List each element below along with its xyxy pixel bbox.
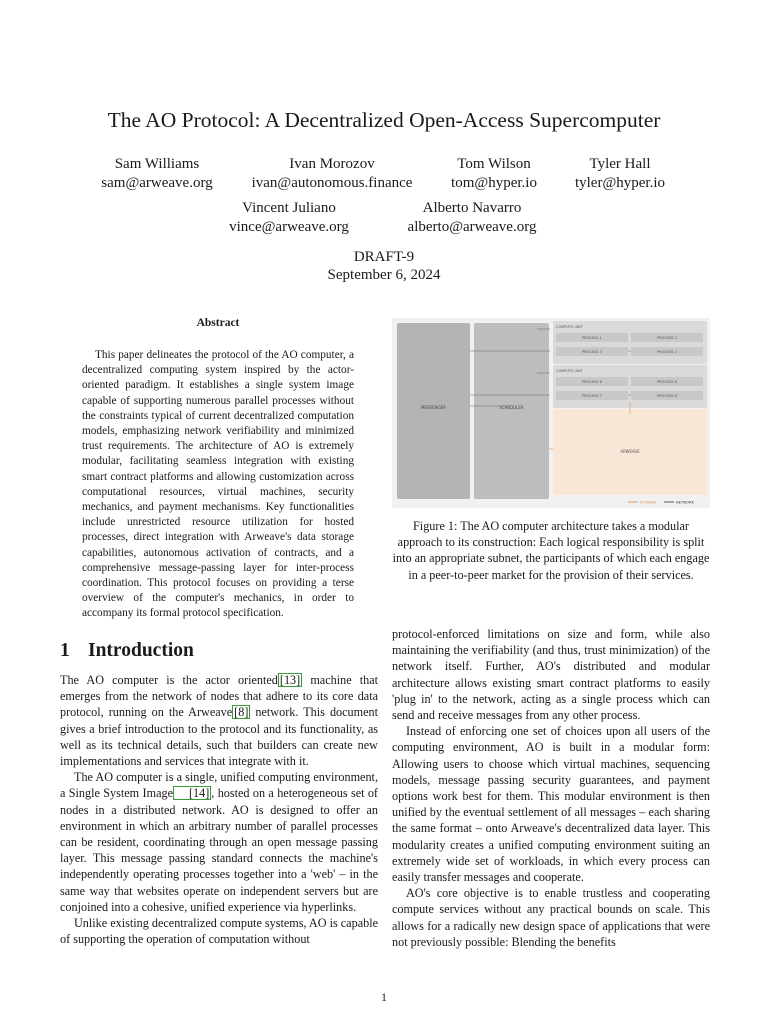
citation-number: 13 bbox=[283, 673, 297, 687]
compute-unit-1-label: COMPUTE UNIT bbox=[556, 325, 583, 329]
author-email: ivan@autonomous.finance bbox=[251, 175, 413, 191]
page-number: 1 bbox=[381, 990, 387, 1004]
arweave-label: ARWEAVE bbox=[620, 449, 640, 454]
scheduler-block bbox=[474, 323, 549, 499]
abstract-heading: Abstract bbox=[196, 317, 240, 329]
abstract-body: This paper delineates the protocol of the AO computer, a decentralized computing system inspired by the actor-oriented paradigm. It establishes a single system image capable of supporting numerous parallel processes without the constraints typical of current decentralized computation models, emphasizing network verifiability and minimized trust requirements. The architecture of AO is extremely modular, facilitating seamless integration with existing smart contract platforms and allowing customization across computational resources, virtual machines, security mechanics, and payment mechanisms. Key functionalities include unrestricted resource utilization for hosted processes, direct integration with Arweave's data storage capabilities, autonomous activation of contracts, and a comprehensive message-passing layer for inter-process coordination. This protocol focuses on providing a terse overview of the computer's mechanics, in order to accompany its formal protocol specification. bbox=[82, 349, 354, 620]
text-run: machine that emerges from the network of nodes that adhere to its core data protocol, running on the Arweave bbox=[60, 673, 378, 720]
author-name: Tom Wilson bbox=[457, 156, 531, 172]
citation-link[interactable]: [13] bbox=[279, 673, 301, 687]
section-number: 1 bbox=[60, 640, 70, 661]
process-label: PROCESS 1 bbox=[582, 336, 602, 340]
author-name: Tyler Hall bbox=[589, 156, 651, 172]
messenger-block bbox=[397, 323, 470, 499]
author-email: tom@hyper.io bbox=[451, 175, 537, 191]
citation-link[interactable]: [14] bbox=[173, 786, 211, 800]
paragraph: protocol-enforced limitations on size and form, while also maintaining the verifiability (and thus, trust minimization) of the network itself. Further, AO's distributed and modular architecture allows existing smart contract platforms to easily 'plug in' to the network, acting as a single process which can send and receive messages from any other process. bbox=[392, 627, 710, 723]
left-column bbox=[60, 672, 378, 947]
process-label: PROCESS 2 bbox=[657, 336, 677, 340]
author-6 bbox=[400, 199, 544, 237]
author-name: Ivan Morozov bbox=[289, 156, 375, 172]
figure-caption: Figure 1: The AO computer architecture takes a modular approach to its construction: Each logical responsibility is split into an appropriate subnet, the participants of which each engage in a peer-to-peer market for the provision of their services. bbox=[392, 519, 710, 582]
paragraph: Unlike existing decentralized compute systems, AO is capable of supporting the operation of computation without bbox=[60, 916, 378, 947]
author-4 bbox=[566, 155, 674, 193]
author-email: alberto@arweave.org bbox=[407, 219, 537, 235]
citation-number: 14 bbox=[193, 786, 206, 801]
network-legend-label: NETWORK bbox=[676, 500, 694, 505]
citation-number: 8 bbox=[238, 705, 245, 720]
process-label: PROCESS 4 bbox=[657, 350, 677, 354]
text-run: The AO computer is the actor oriented bbox=[60, 673, 278, 687]
author-3 bbox=[440, 155, 548, 193]
paragraph bbox=[60, 672, 378, 769]
author-email: sam@arweave.org bbox=[101, 175, 213, 191]
author-2 bbox=[240, 155, 424, 193]
author-1 bbox=[96, 155, 218, 193]
author-email: vince@arweave.org bbox=[229, 219, 349, 235]
process-label: PROCESS 8 bbox=[657, 394, 677, 398]
author-name: Alberto Navarro bbox=[422, 200, 522, 216]
text-run: The AO computer is a single, unified computing environment, a Single System Image bbox=[60, 770, 378, 801]
paragraph: AO's core objective is to enable trustless and cooperating compute services without any practical bounds on scale. This allows for a radically new design space of applications that were not previously possible: Blending the benefits bbox=[392, 886, 710, 949]
process-label: PROCESS 3 bbox=[582, 350, 602, 354]
right-column bbox=[392, 626, 710, 950]
compute-unit-2-label: COMPUTE UNIT bbox=[556, 369, 583, 373]
process-label: PROCESS 7 bbox=[582, 394, 602, 398]
text-run: , hosted on a heterogeneous set of nodes in a distributed network. AO is designed to offer an environment in which an arbitrary number of parallel processes can be resident, coordinating through an open message passing layer. This message passing standard connects the machine's independently operating processes together into a 'web' – in the same way that websites operate on independent servers but are conjoined into a cohesive, unified experience via hyperlinks. bbox=[60, 786, 378, 914]
paper-title: The AO Protocol: A Decentralized Open-Access Supercomputer bbox=[107, 108, 661, 132]
draft-label: DRAFT-9 bbox=[353, 249, 415, 265]
citation-link[interactable]: [8] bbox=[234, 705, 249, 720]
author-name: Vincent Juliano bbox=[242, 200, 336, 216]
process-label: PROCESS 6 bbox=[657, 380, 677, 384]
text-run: network. This document gives a brief introduction to the protocol and its functionality, as well as its technical details, such that builders can create new implementations and services that integrate with it. bbox=[60, 705, 378, 769]
messenger-label: MESSENGER bbox=[421, 405, 446, 410]
author-5 bbox=[222, 199, 356, 237]
scheduler-label: SCHEDULER bbox=[499, 405, 524, 410]
architecture-figure bbox=[392, 318, 710, 508]
paragraph: Instead of enforcing one set of choices upon all users of the computing environment, AO is built in a modular form: Allowing users to choose which virtual machines, sequencing models, message passing security guarantees, and payment options work best for them. This modular environment is then unified by the eventual settlement of all messages – each sharing the same format – onto Arweave's decentralized data layer. This modularity creates a unified computing environment suiting an extremely wide set of workloads, in which every process can easily transfer messages and cooperate. bbox=[392, 724, 710, 885]
paragraph bbox=[60, 769, 378, 915]
date-label: September 6, 2024 bbox=[327, 267, 441, 283]
author-name: Sam Williams bbox=[114, 156, 200, 172]
author-email: tyler@hyper.io bbox=[574, 175, 666, 191]
section-title: Introduction bbox=[88, 640, 194, 661]
storage-legend-label: STORAGE bbox=[640, 500, 657, 505]
section-heading bbox=[60, 638, 194, 664]
process-label: PROCESS 6 bbox=[582, 380, 602, 384]
